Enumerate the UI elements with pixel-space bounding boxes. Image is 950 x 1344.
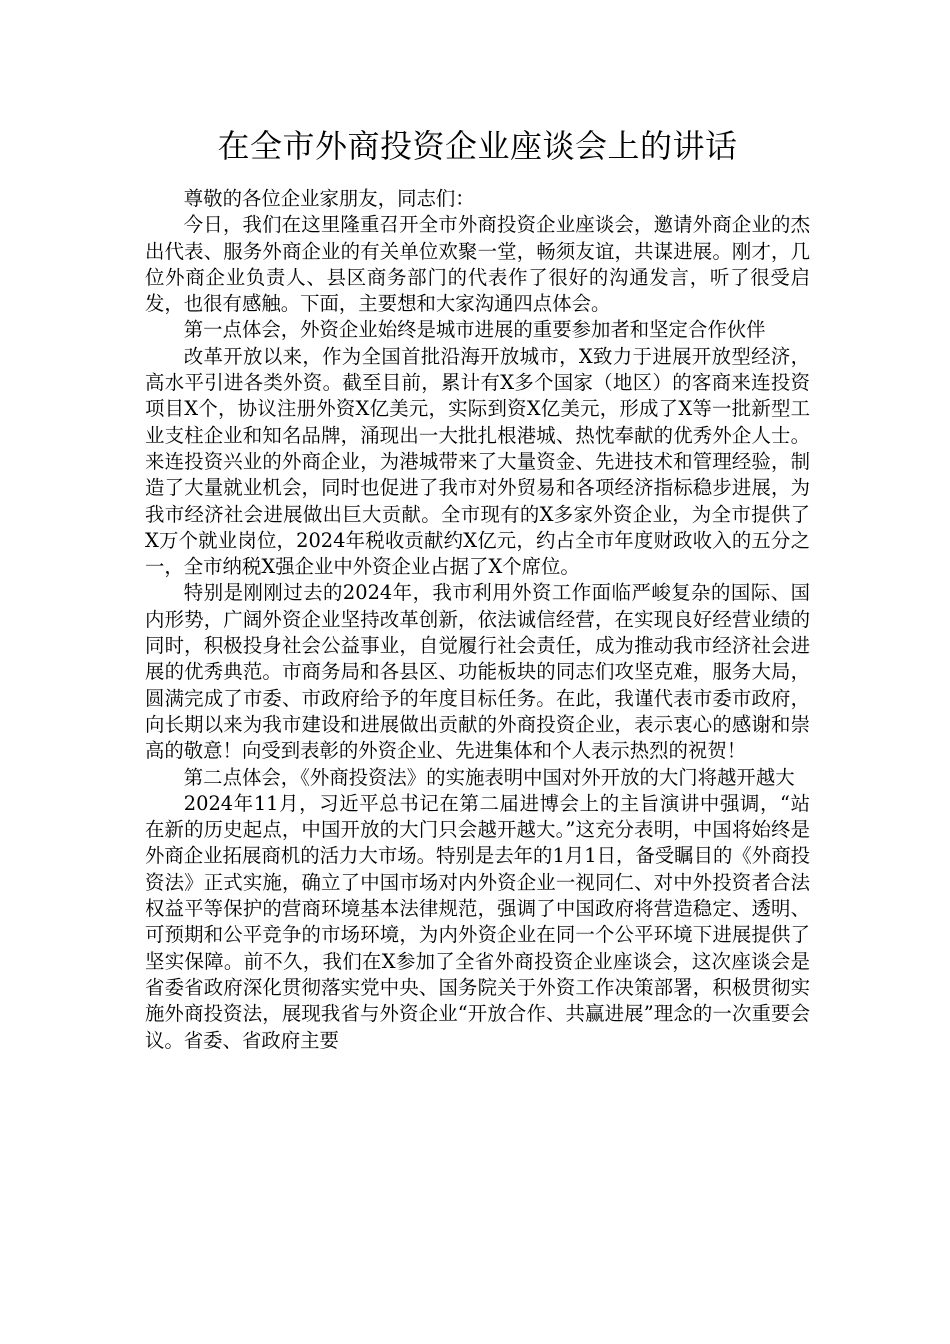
document-title: 在全市外商投资企业座谈会上的讲话 [217, 127, 738, 165]
document-page [145, 120, 810, 1054]
body-paragraph: 今日，我们在这里隆重召开全市外商投资企业座谈会，邀请外商企业的杰出代表、服务外商企业的有关单位欢聚一堂，畅须友谊，共谋进展。刚才，几位外商企业负责人、县区商务部门的代表作了很好的沟通发言，听了很受启发，也很有感触。下面，主要想和大家沟通四点体会。 [145, 213, 810, 316]
document-body [145, 186, 810, 1054]
body-paragraph: 特别是刚刚过去的2024年，我市利用外资工作面临严峻复杂的国际、国内形势，广阔外资企业坚持改革创新，依法诚信经营，在实现良好经营业绩的同时，积极投身社会公益事业，自觉履行社会责任，成为推动我市经济社会进展的优秀典范。市商务局和各县区、功能板块的同志们攻坚克难，服务大局，圆满完成了市委、市政府给予的年度目标任务。在此，我谨代表市委市政府，向长期以来为我市建设和进展做出贡献的外商投资企业，表示衷心的感谢和崇高的敬意！向受到表彰的外资企业、先进集体和个人表示热烈的祝贺！ [145, 581, 810, 763]
section-heading-paragraph: 第一点体会，外资企业始终是城市进展的重要参加者和坚定合作伙伴 [183, 318, 766, 342]
body-paragraph: 2024年11月，习近平总书记在第二届进博会上的主旨演讲中强调，“站在新的历史起点，中国开放的大门只会越开越大。”这充分表明，中国将始终是外商企业拓展商机的活力大市场。特别是去年的1月1日，备受瞩目的《外商投资法》正式实施，确立了中国市场对内外资企业一视同仁、对中外投资者合法权益平等保护的营商环境基本法律规范，强调了中国政府将营造稳定、透明、可预期和公平竞争的市场环境，为内外资企业在同一个公平环境下进展提供了坚实保障。前不久，我们在X参加了全省外商投资企业座谈会，这次座谈会是省委省政府深化贯彻落实党中央、国务院关于外资工作决策部署，积极贯彻实施外商投资法，展现我省与外资企业“开放合作、共赢进展”理念的一次重要会议。省委、省政府主要 [145, 791, 810, 1052]
section-heading-paragraph: 第二点体会，《外商投资法》的实施表明中国对外开放的大门将越开越大 [183, 765, 795, 789]
body-paragraph: 改革开放以来，作为全国首批沿海开放城市，X致力于进展开放型经济，高水平引进各类外资。截至目前，累计有X多个国家（地区）的客商来连投资项目X个，协议注册外资X亿美元，实际到资X亿美元，形成了X等一批新型工业支柱企业和知名品牌，涌现出一大批扎根港城、热忱奉献的优秀外企人士。来连投资兴业的外商企业，为港城带来了大量资金、先进技术和管理经验，制造了大量就业机会，同时也促进了我市对外贸易和各项经济指标稳步进展，为我市经济社会进展做出巨大贡献。全市现有的X多家外资企业，为全市提供了X万个就业岗位，2024年税收贡献约X亿元，约占全市年度财政收入的五分之一，全市纳税X强企业中外资企业占据了X个席位。 [145, 344, 810, 579]
salutation-paragraph: 尊敬的各位企业家朋友，同志们： [183, 187, 475, 210]
